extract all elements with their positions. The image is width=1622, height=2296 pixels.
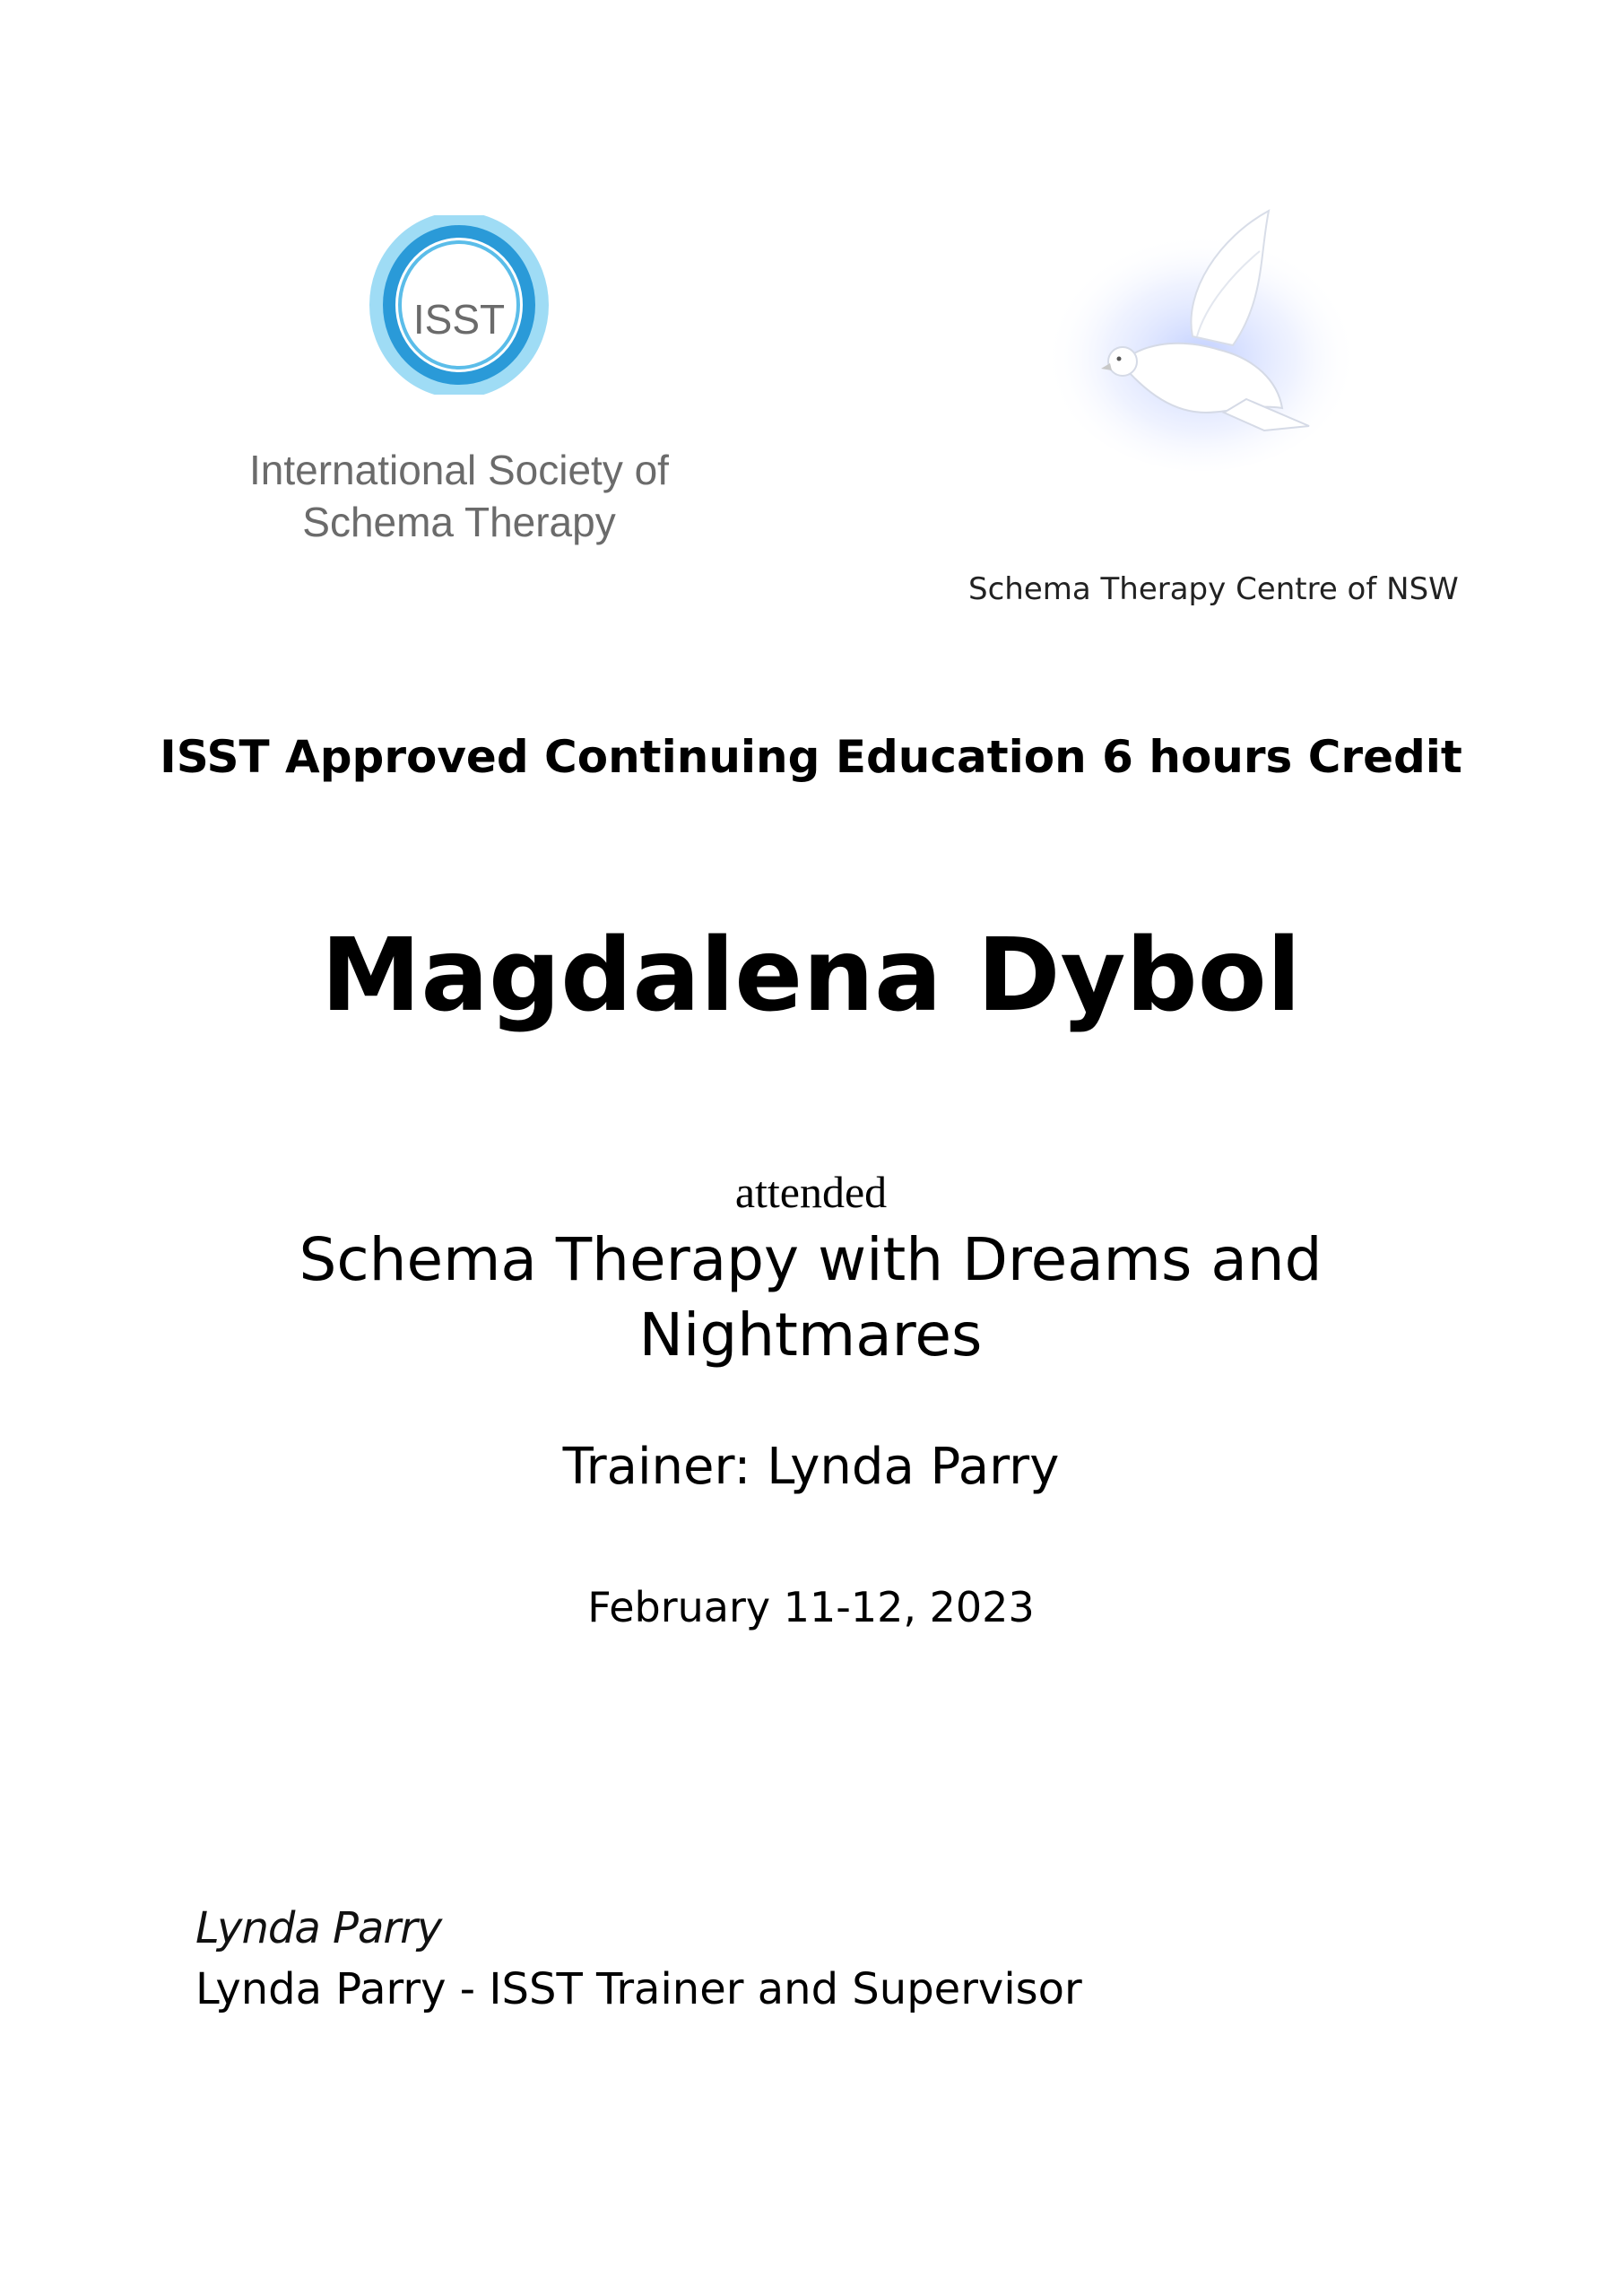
signature: Lynda Parry: [195, 1903, 442, 1953]
course-title-line1: Schema Therapy with Dreams and: [299, 1225, 1323, 1294]
isst-abbreviation: ISST: [412, 296, 506, 343]
centre-name: Schema Therapy Centre of NSW: [968, 571, 1459, 607]
signatory-line: Lynda Parry - ISST Trainer and Supervisor: [195, 1964, 1082, 2014]
isst-name-line1: International Society of: [249, 447, 669, 493]
isst-logo: [242, 202, 690, 561]
attended-label: attended: [734, 1167, 888, 1217]
credit-line: ISST Approved Continuing Education 6 hours Credit: [160, 731, 1462, 783]
recipient-name: Magdalena Dybol: [320, 918, 1302, 1034]
trainer-line: Trainer: Lynda Parry: [562, 1438, 1060, 1496]
course-title: [273, 1222, 1349, 1373]
isst-full-name: [242, 444, 676, 548]
dove-icon: [1040, 202, 1363, 471]
event-date: February 11-12, 2023: [587, 1583, 1035, 1631]
isst-name-line2: Schema Therapy: [302, 499, 616, 545]
course-title-line2: Nightmares: [638, 1300, 983, 1370]
